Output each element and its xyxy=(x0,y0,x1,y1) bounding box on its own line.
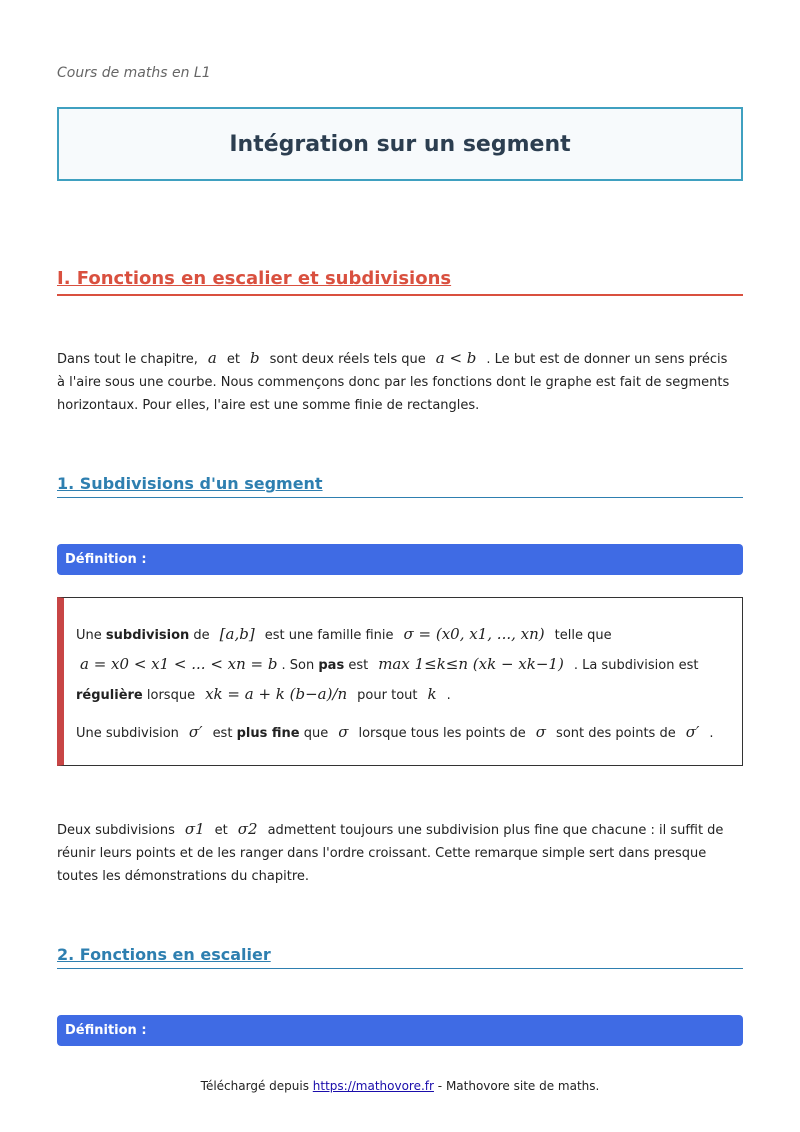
text: . Son xyxy=(281,658,315,673)
text: est xyxy=(348,658,369,673)
subsection-heading-2: 2. Fonctions en escalier xyxy=(57,945,743,969)
definition-paragraph xyxy=(76,620,728,710)
subsection-heading-1: 1. Subdivisions d'un segment xyxy=(57,474,743,498)
math-regular: xk = a + k (b−a)/n xyxy=(205,685,348,703)
keyword: pas xyxy=(318,658,345,673)
remark-paragraph xyxy=(57,818,737,888)
definition-bar-2: Définition : xyxy=(57,1015,743,1046)
definition-paragraph-2 xyxy=(76,718,728,748)
math-sigma2: σ2 xyxy=(237,820,258,838)
text: pour tout xyxy=(357,688,418,703)
intro-paragraph xyxy=(57,347,737,417)
text: telle que xyxy=(554,628,612,643)
text: Une subdivision xyxy=(76,726,179,741)
text: sont deux réels tels que xyxy=(269,352,426,367)
math-pas: max 1≤k≤n (xk − xk−1) xyxy=(378,655,564,673)
math-chain: a = x0 < x1 < ... < xn = b xyxy=(80,655,278,673)
text: . xyxy=(446,688,451,703)
math-b: b xyxy=(249,349,260,367)
text: Deux subdivisions xyxy=(57,823,175,838)
footer-prefix: Téléchargé depuis xyxy=(200,1079,309,1093)
text: est une famille finie xyxy=(264,628,394,643)
footer-suffix: - Mathovore site de maths. xyxy=(437,1079,600,1093)
text: Une xyxy=(76,628,102,643)
course-label: Cours de maths en L1 xyxy=(57,65,211,81)
text: est xyxy=(212,726,233,741)
math-sigma: σ xyxy=(338,723,349,741)
text: Dans tout le chapitre, xyxy=(57,352,198,367)
keyword: plus fine xyxy=(236,726,300,741)
math-segment: [a,b] xyxy=(219,625,255,643)
math-a: a xyxy=(207,349,217,367)
text: et xyxy=(226,352,240,367)
text: que xyxy=(303,726,329,741)
text: lorsque xyxy=(146,688,196,703)
keyword: subdivision xyxy=(105,628,190,643)
footer xyxy=(0,1079,800,1093)
page-title: Intégration sur un segment xyxy=(229,131,571,157)
text: admettent toujours une subdivision plus fine que chacune : il suffit de réunir leurs points et de les ranger dans l'ordre croissant. Cette remarque simple sert dans presque toutes les démonstrations du chapitre. xyxy=(57,823,724,884)
math-sigma-prime: σ′ xyxy=(685,723,700,741)
math-sigma-prime: σ′ xyxy=(188,723,203,741)
title-box xyxy=(57,107,743,181)
math-sigma: σ = (x0, x1, ..., xn) xyxy=(403,625,545,643)
text: . La subdivision est xyxy=(573,658,699,673)
definition-bar: Définition : xyxy=(57,544,743,575)
keyword: régulière xyxy=(76,688,143,703)
text: . Le but est de donner un sens précis à l'aire sous une courbe. Nous commençons donc par les fonctions dont le graphe est fait de segments horizontaux. Pour elles, l'aire est une somme finie de rectangles. xyxy=(57,352,730,413)
text: de xyxy=(193,628,210,643)
definition-box xyxy=(57,597,743,766)
math-sigma: σ xyxy=(535,723,547,741)
text: et xyxy=(214,823,228,838)
math-a-lt-b: a < b xyxy=(435,349,477,367)
math-sigma1: σ1 xyxy=(184,820,205,838)
text: . xyxy=(709,726,714,741)
math-k: k xyxy=(427,685,437,703)
footer-link[interactable]: https://mathovore.fr xyxy=(312,1079,434,1093)
text: sont des points de xyxy=(556,726,676,741)
section-heading: I. Fonctions en escalier et subdivisions xyxy=(57,268,743,296)
text: lorsque tous les points de xyxy=(358,726,526,741)
